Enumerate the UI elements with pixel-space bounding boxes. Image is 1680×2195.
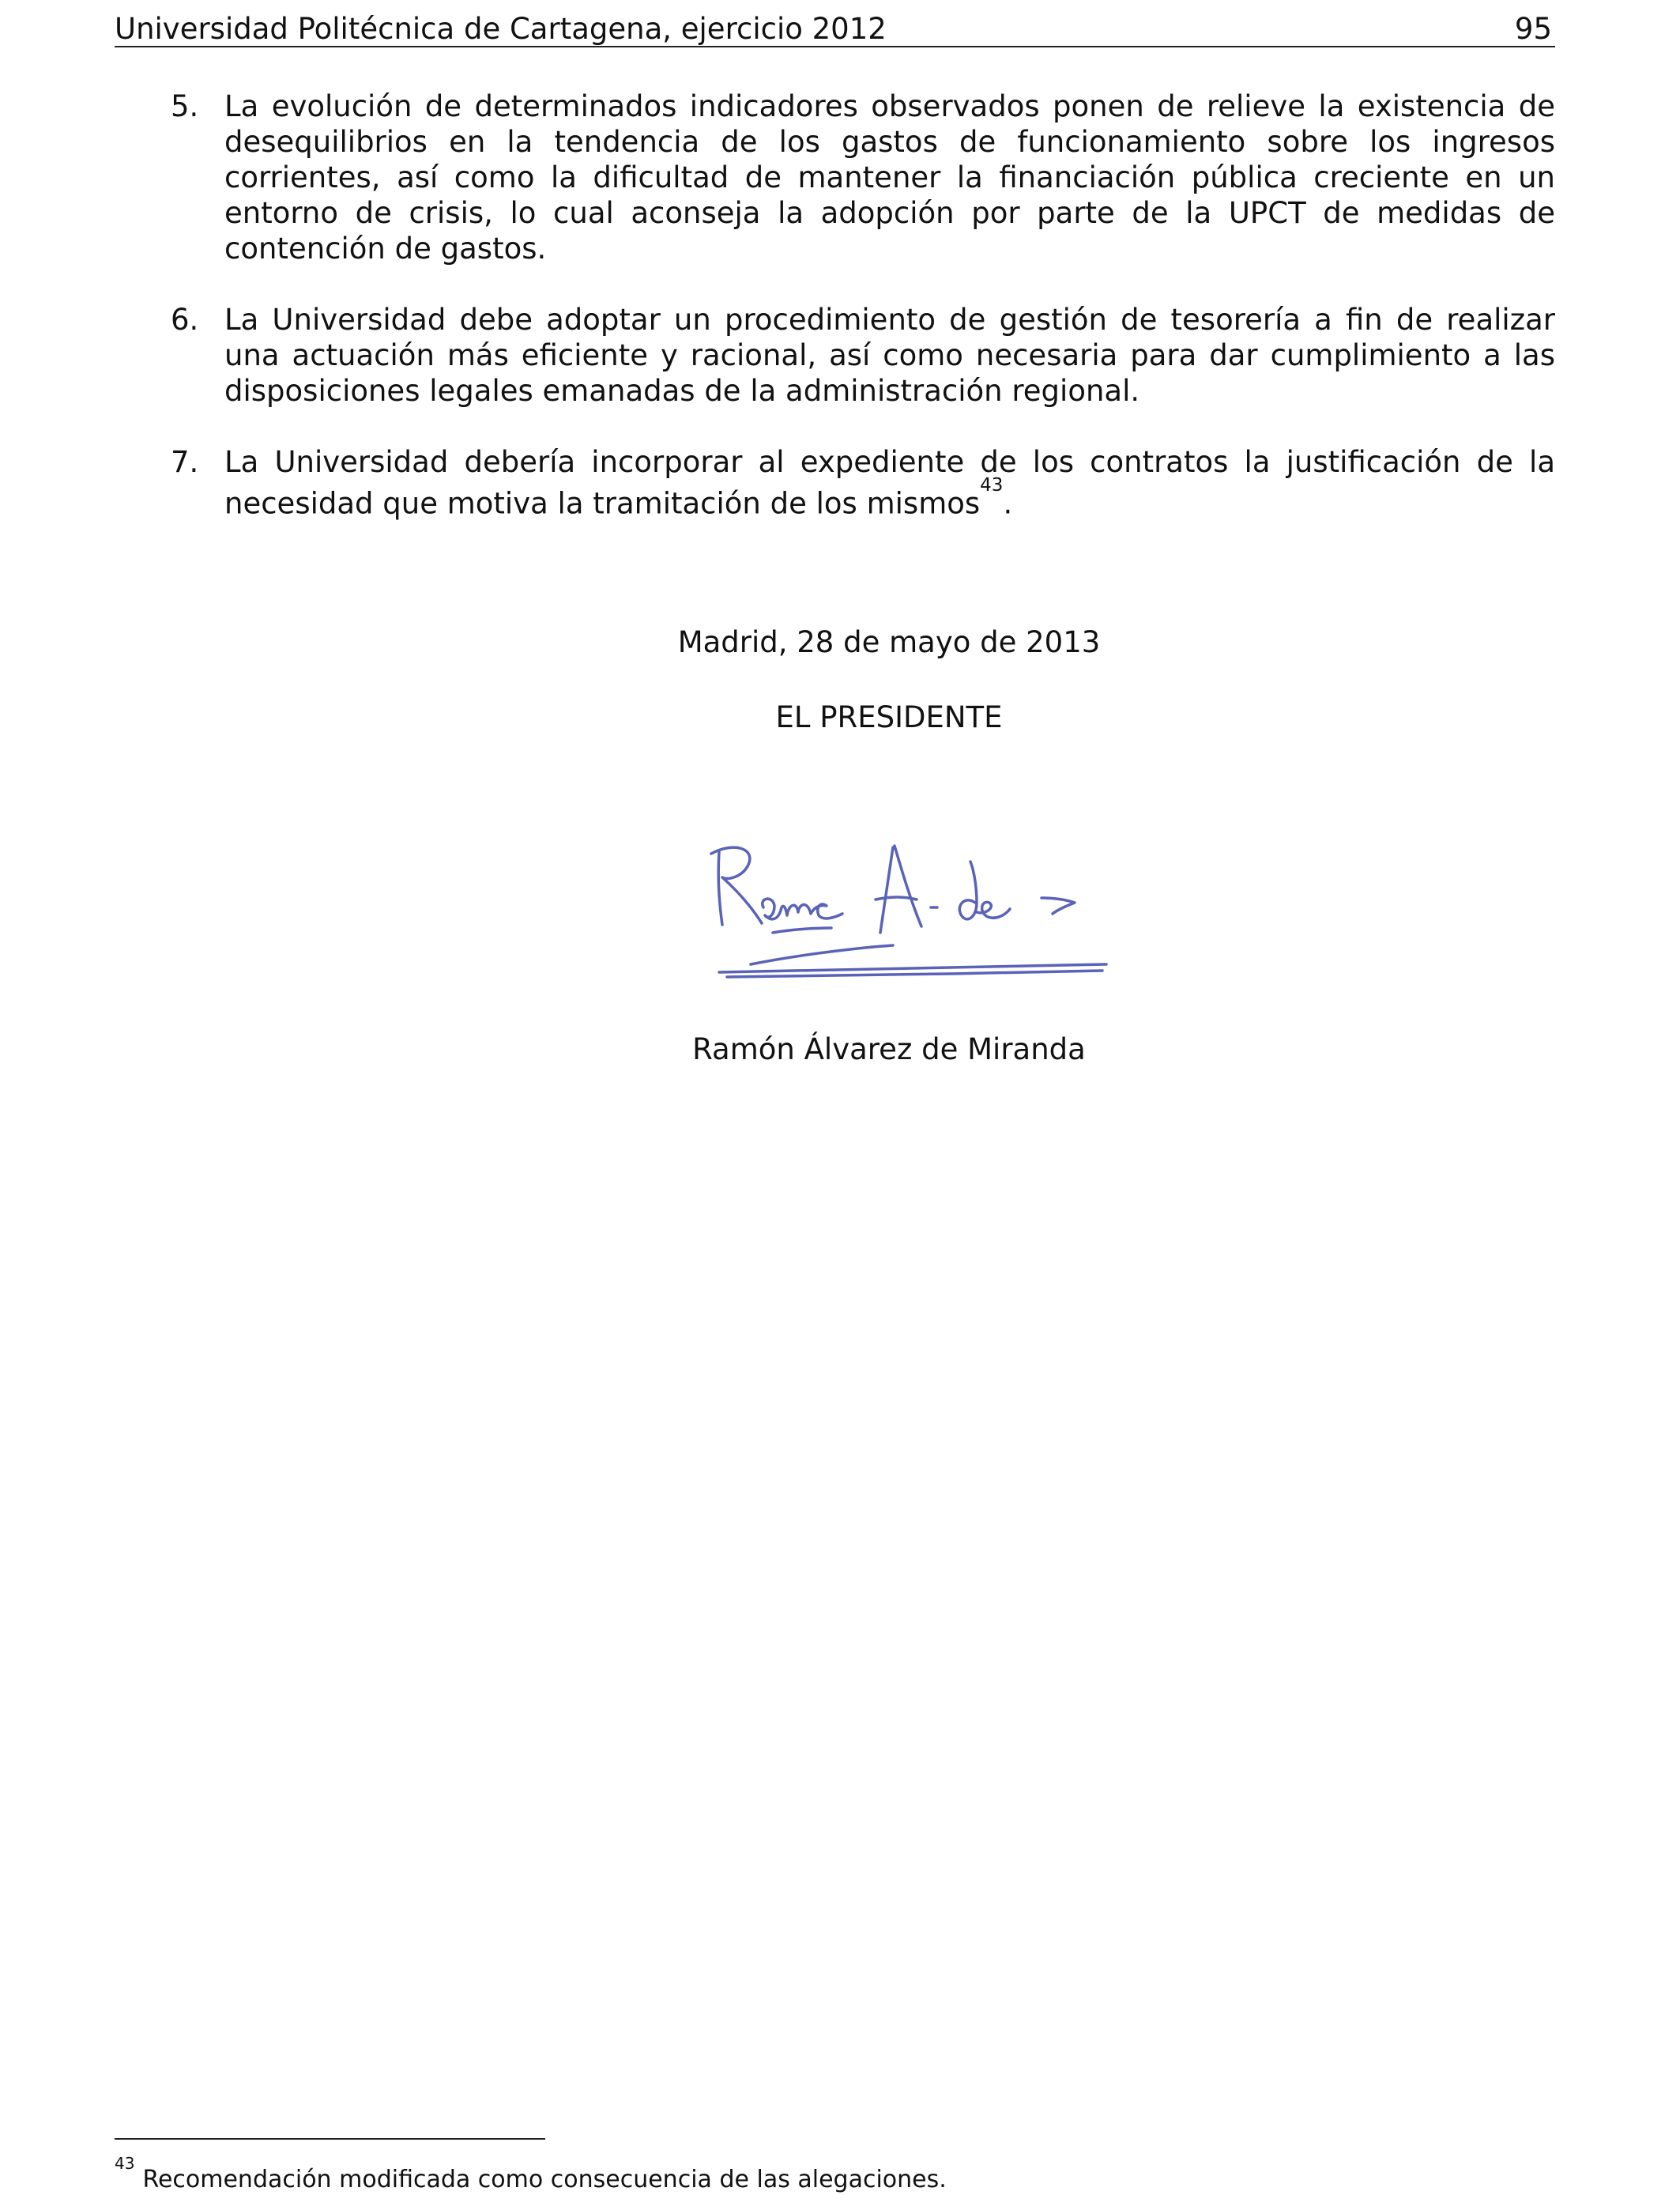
recommendations-list bbox=[171, 89, 1555, 556]
footnote-separator bbox=[115, 2138, 545, 2140]
footnote-text: Recomendación modificada como consecuencia de las alegaciones. bbox=[142, 2166, 947, 2193]
handwritten-signature bbox=[695, 814, 1122, 988]
footnote-reference[interactable]: 43 bbox=[980, 475, 1004, 496]
item-text: La evolución de determinados indicadores observados ponen de relieve la existencia de desequilibrios en la tendencia de los gastos de funcionamiento sobre los ingresos corrientes, así como la dificultad de mantener la financiación pública creciente en un entorno de crisis, lo cual aconseja la adopción por parte de la UPCT de medidas de contención de gastos. bbox=[224, 89, 1555, 266]
item-text: La Universidad debería incorporar al expediente de los contratos la justificación de la necesidad que motiva la tramitación de los mismos bbox=[224, 445, 1555, 521]
signer-name: Ramón Álvarez de Miranda bbox=[692, 1032, 1086, 1066]
page-header bbox=[115, 6, 1555, 47]
item-number: 6. bbox=[171, 303, 199, 337]
item-trailing-punctuation: . bbox=[1003, 486, 1013, 521]
signer-title: EL PRESIDENTE bbox=[775, 700, 1003, 734]
recommendation-item bbox=[171, 444, 1555, 521]
footnote-mark: 43 bbox=[115, 2154, 135, 2173]
item-number: 5. bbox=[171, 89, 199, 123]
place-date: Madrid, 28 de mayo de 2013 bbox=[677, 625, 1101, 659]
document-title: Universidad Politécnica de Cartagena, ejercicio 2012 bbox=[115, 12, 887, 46]
recommendation-item bbox=[171, 89, 1555, 266]
page-number: 95 bbox=[1514, 12, 1552, 46]
item-text: La Universidad debe adoptar un procedimiento de gestión de tesorería a fin de realizar una actuación más eficiente y racional, así como necesaria para dar cumplimiento a las disposiciones legales emanadas de la administración regional. bbox=[224, 303, 1555, 408]
item-number: 7. bbox=[171, 445, 199, 479]
recommendation-item bbox=[171, 302, 1555, 409]
footnote bbox=[115, 2154, 947, 2195]
